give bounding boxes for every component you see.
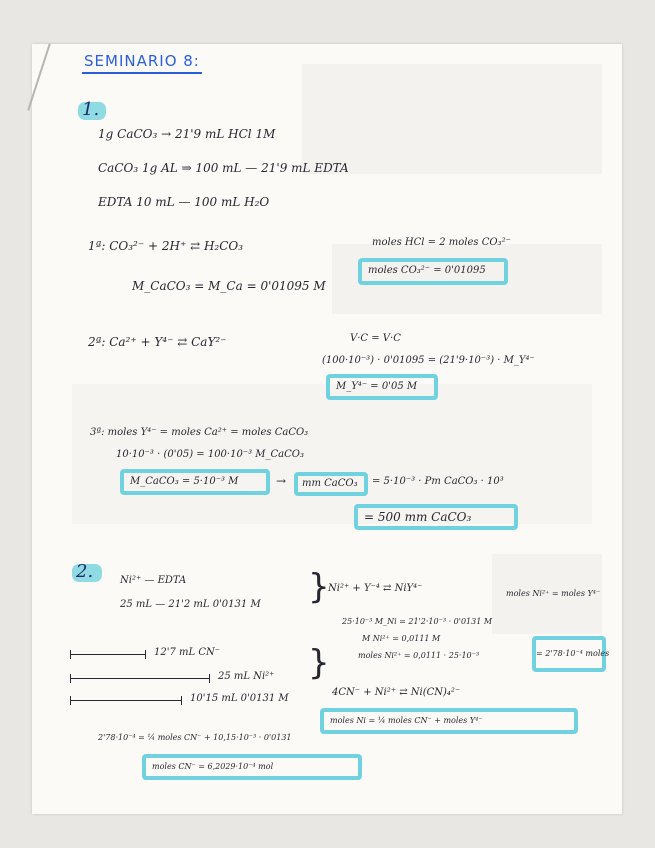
calculation-line: (100·10⁻³) · 0'01095 = (21'9·10⁻³) · M_Y⁴⁻ <box>322 355 535 366</box>
vc-relation: V·C = V·C <box>350 333 401 344</box>
segment-tick <box>70 674 71 683</box>
boxed-result: moles Ni = ¼ moles CN⁻ + moles Y⁴⁻ <box>330 716 483 725</box>
problem-number: 1. <box>82 99 100 120</box>
moles-relation: moles HCl = 2 moles CO₃²⁻ <box>372 237 511 248</box>
boxed-result: M_CaCO₃ = 5·10⁻³ M <box>130 476 239 487</box>
segment-tick <box>181 696 182 705</box>
boxed-result: mm CaCO₃ <box>302 478 358 489</box>
calculation-line: = 5·10⁻³ · Pm CaCO₃ · 10³ <box>372 476 504 487</box>
segment-label: 25 mL Ni²⁺ <box>218 671 275 682</box>
volume-segment <box>70 678 210 679</box>
volume-segment <box>70 654 146 655</box>
title-underline <box>82 72 202 74</box>
segment-label: 10'15 mL 0'0131 M <box>190 693 289 704</box>
given-line: 25 mL — 21'2 mL 0'0131 M <box>120 599 261 610</box>
boxed-result: = 500 mm CaCO₃ <box>364 510 472 524</box>
reaction-equation: Ni²⁺ + Y⁻⁴ ⇄ NiY⁴⁻ <box>328 583 423 594</box>
calculation-line: 10·10⁻³ · (0'05) = 100·10⁻³ M_CaCO₃ <box>116 449 304 460</box>
reaction-equation: 2ª: Ca²⁺ + Y⁴⁻ ⇄ CaY²⁻ <box>88 335 227 349</box>
segment-tick <box>145 650 146 659</box>
page-title: SEMINARIO 8: <box>84 52 200 70</box>
moles-relation: 3ª: moles Y⁴⁻ = moles Ca²⁺ = moles CaCO₃ <box>90 427 309 438</box>
brace: } <box>308 643 330 683</box>
reaction-equation: 4CN⁻ + Ni²⁺ ⇄ Ni(CN)₄²⁻ <box>332 687 461 698</box>
arrow: → <box>276 474 287 488</box>
moles-relation: moles Ni²⁺ = moles Y⁴⁻ <box>506 589 601 598</box>
segment-label: 12'7 mL CN⁻ <box>154 647 220 658</box>
segment-tick <box>70 650 71 659</box>
given-line: Ni²⁺ — EDTA <box>120 575 187 586</box>
concentration-line: M Ni²⁺ = 0,0111 M <box>362 634 441 643</box>
brace: } <box>308 567 330 607</box>
segment-tick <box>209 674 210 683</box>
bleed-through-area <box>302 64 602 174</box>
problem-number: 2. <box>76 561 94 582</box>
boxed-result: M_Y⁴⁻ = 0'05 M <box>336 381 418 392</box>
calculation-line: 2'78·10⁻⁴ = ¼ moles CN⁻ + 10,15·10⁻³ · 0'0131 <box>98 733 292 742</box>
boxed-result: moles CO₃²⁻ = 0'01095 <box>368 265 486 276</box>
segment-tick <box>70 696 71 705</box>
page-corner-mark <box>27 43 51 110</box>
notebook-page <box>32 44 622 814</box>
calculation-line: moles Ni²⁺ = 0,0111 · 25·10⁻³ <box>358 651 480 660</box>
reaction-equation: 1ª: CO₃²⁻ + 2H⁺ ⇄ H₂CO₃ <box>88 239 244 253</box>
given-line: CaCO₃ 1g AL ⇒ 100 mL — 21'9 mL EDTA <box>98 161 349 175</box>
boxed-result: moles CN⁻ = 6,2029·10⁻⁴ mol <box>152 762 274 771</box>
given-line: EDTA 10 mL — 100 mL H₂O <box>98 195 270 209</box>
volume-segment <box>70 700 182 701</box>
given-line: 1g CaCO₃ → 21'9 mL HCl 1M <box>98 127 276 141</box>
calculation-line: 25·10⁻³ M_Ni = 21'2·10⁻³ · 0'0131 M <box>342 617 493 626</box>
boxed-result: = 2'78·10⁻⁴ moles <box>536 649 610 658</box>
concentration-line: M_CaCO₃ = M_Ca = 0'01095 M <box>132 279 326 293</box>
